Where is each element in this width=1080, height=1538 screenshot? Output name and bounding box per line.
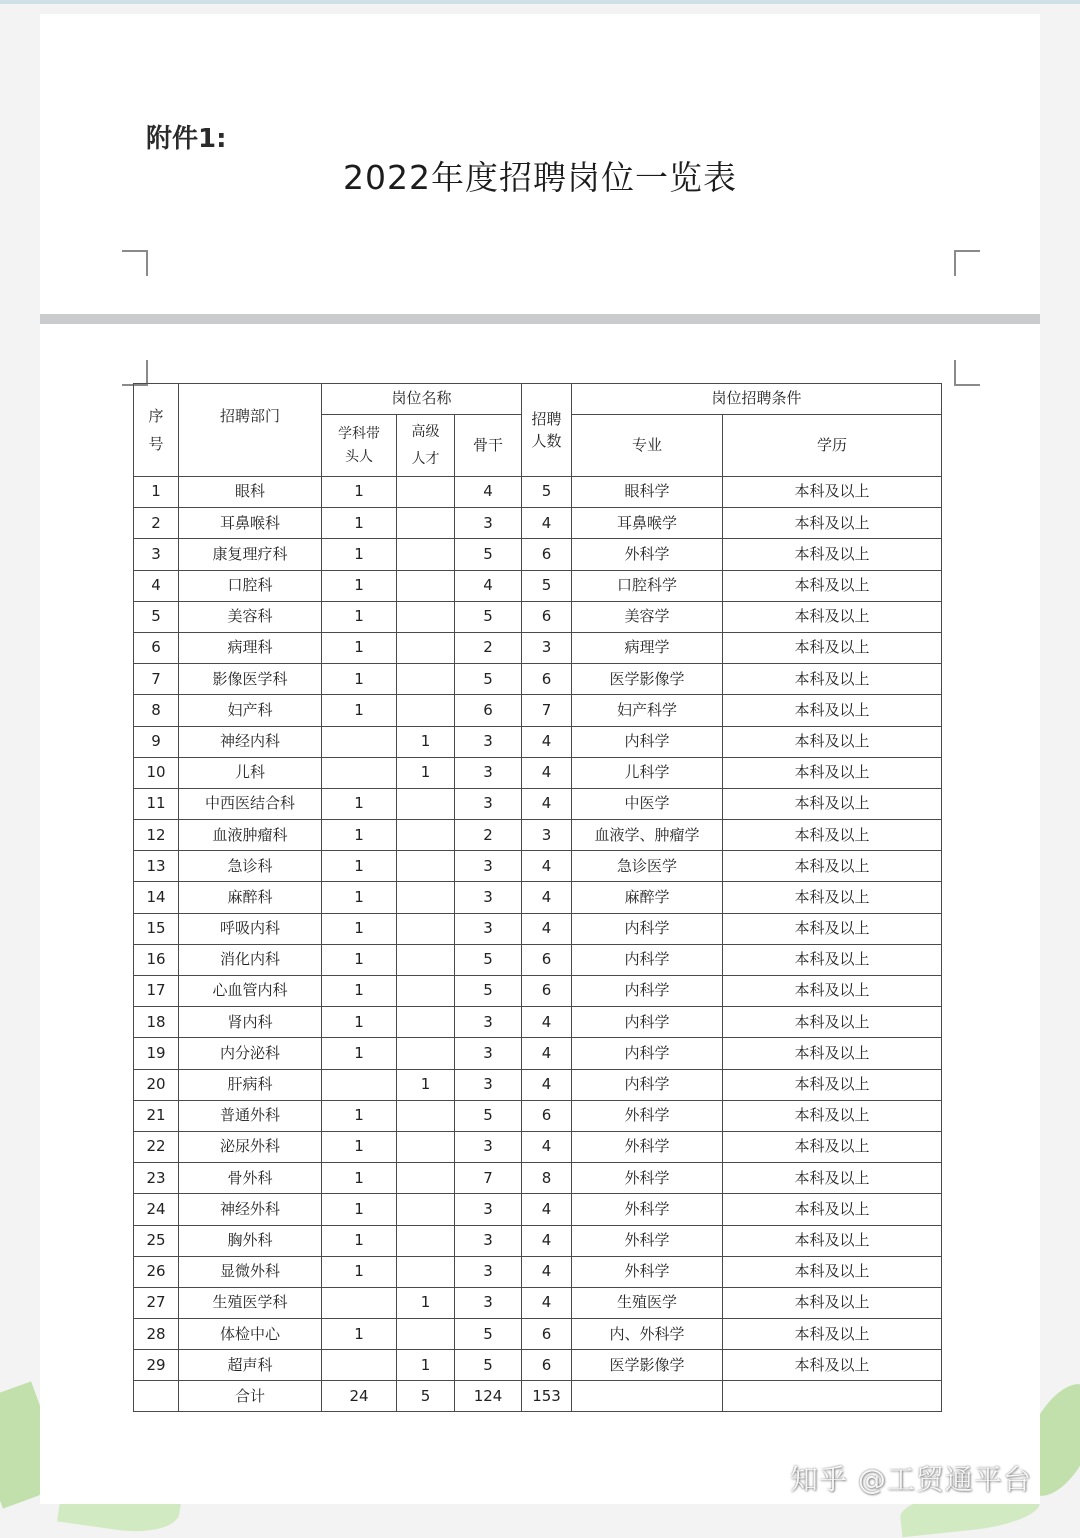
cell-leader: 1 — [322, 851, 397, 882]
cell-seq: 26 — [134, 1256, 179, 1287]
cell-leader: 1 — [322, 1225, 397, 1256]
table-row — [134, 757, 942, 788]
cell-seq: 8 — [134, 695, 179, 726]
cell-backbone: 7 — [455, 1163, 522, 1194]
cell-seq: 29 — [134, 1350, 179, 1381]
cell-count: 4 — [522, 1194, 572, 1225]
cell-department: 消化内科 — [179, 944, 322, 975]
cell-seq: 11 — [134, 788, 179, 819]
cell-education: 本科及以上 — [723, 1287, 942, 1318]
cell-major: 儿科学 — [572, 757, 723, 788]
cell-major: 外科学 — [572, 1256, 723, 1287]
table-row — [134, 726, 942, 757]
cell-senior — [397, 539, 455, 570]
header-seq-text: 序号 — [148, 406, 164, 453]
header-seq — [134, 384, 179, 477]
cell-backbone: 3 — [455, 882, 522, 913]
table-row — [134, 1319, 942, 1350]
cell-seq: 17 — [134, 976, 179, 1007]
cell-leader: 1 — [322, 539, 397, 570]
cell-department: 神经内科 — [179, 726, 322, 757]
recruitment-table — [133, 383, 942, 1412]
cell-department: 体检中心 — [179, 1319, 322, 1350]
cell-education: 本科及以上 — [723, 1319, 942, 1350]
cell-major: 生殖医学 — [572, 1287, 723, 1318]
table-row — [134, 1007, 942, 1038]
cell-leader: 1 — [322, 508, 397, 539]
cell-seq: 4 — [134, 570, 179, 601]
cell-department: 神经外科 — [179, 1194, 322, 1225]
cell-department: 呼吸内科 — [179, 913, 322, 944]
cell-major: 中医学 — [572, 788, 723, 819]
cell-seq: 14 — [134, 882, 179, 913]
cell-senior — [397, 1100, 455, 1131]
cell-senior — [397, 664, 455, 695]
cell-count: 6 — [522, 1350, 572, 1381]
table-row — [134, 1287, 942, 1318]
cell-senior — [397, 1194, 455, 1225]
page-title: 2022年度招聘岗位一览表 — [343, 158, 737, 197]
cell-count: 5 — [522, 570, 572, 601]
cell-education: 本科及以上 — [723, 1194, 942, 1225]
cell-backbone: 2 — [455, 632, 522, 663]
cell-seq: 18 — [134, 1007, 179, 1038]
cell-department: 妇产科 — [179, 695, 322, 726]
cell-major: 耳鼻喉学 — [572, 508, 723, 539]
cell-major: 医学影像学 — [572, 1350, 723, 1381]
cell-education: 本科及以上 — [723, 632, 942, 663]
cell-department: 生殖医学科 — [179, 1287, 322, 1318]
cell-education: 本科及以上 — [723, 539, 942, 570]
cell-education: 本科及以上 — [723, 757, 942, 788]
cell-backbone: 5 — [455, 944, 522, 975]
cell-department: 超声科 — [179, 1350, 322, 1381]
cell-major: 外科学 — [572, 1100, 723, 1131]
header-conditions: 岗位招聘条件 — [572, 384, 942, 415]
header-backbone: 骨干 — [455, 415, 522, 477]
cell-count: 8 — [522, 1163, 572, 1194]
cell-seq: 15 — [134, 913, 179, 944]
cell-seq: 6 — [134, 632, 179, 663]
header-education: 学历 — [723, 415, 942, 477]
cell-department: 肝病科 — [179, 1069, 322, 1100]
cell-department: 麻醉科 — [179, 882, 322, 913]
cell-department: 康复理疗科 — [179, 539, 322, 570]
cell-seq: 20 — [134, 1069, 179, 1100]
table-row — [134, 944, 942, 975]
cell-education: 本科及以上 — [723, 851, 942, 882]
total-major-blank — [572, 1381, 723, 1412]
cell-seq: 25 — [134, 1225, 179, 1256]
cell-education: 本科及以上 — [723, 976, 942, 1007]
cell-department: 耳鼻喉科 — [179, 508, 322, 539]
cell-department: 眼科 — [179, 477, 322, 508]
cell-major: 血液学、肿瘤学 — [572, 820, 723, 851]
cell-education: 本科及以上 — [723, 882, 942, 913]
cell-seq: 22 — [134, 1131, 179, 1162]
cell-senior — [397, 1256, 455, 1287]
cell-backbone: 3 — [455, 1256, 522, 1287]
table-row — [134, 820, 942, 851]
cell-education: 本科及以上 — [723, 944, 942, 975]
cell-department: 骨外科 — [179, 1163, 322, 1194]
cell-seq: 27 — [134, 1287, 179, 1318]
total-row — [134, 1381, 942, 1412]
cell-department: 显微外科 — [179, 1256, 322, 1287]
cell-senior — [397, 1225, 455, 1256]
cell-senior: 1 — [397, 1069, 455, 1100]
cell-major: 口腔科学 — [572, 570, 723, 601]
cell-count: 4 — [522, 882, 572, 913]
cell-seq: 12 — [134, 820, 179, 851]
cell-count: 6 — [522, 944, 572, 975]
cell-education: 本科及以上 — [723, 788, 942, 819]
cell-count: 4 — [522, 757, 572, 788]
cell-leader — [322, 1350, 397, 1381]
cell-backbone: 3 — [455, 726, 522, 757]
cell-count: 4 — [522, 851, 572, 882]
cell-education: 本科及以上 — [723, 601, 942, 632]
cell-backbone: 3 — [455, 1069, 522, 1100]
cell-seq: 1 — [134, 477, 179, 508]
cell-major: 外科学 — [572, 1194, 723, 1225]
total-blank — [134, 1381, 179, 1412]
cell-major: 眼科学 — [572, 477, 723, 508]
cell-education: 本科及以上 — [723, 1038, 942, 1069]
cell-senior — [397, 695, 455, 726]
margin-mark-bottom-right — [954, 360, 980, 386]
top-frame-line — [0, 0, 1080, 4]
cell-department: 普通外科 — [179, 1100, 322, 1131]
cell-major: 内科学 — [572, 913, 723, 944]
cell-leader: 1 — [322, 1194, 397, 1225]
cell-backbone: 5 — [455, 601, 522, 632]
cell-education: 本科及以上 — [723, 820, 942, 851]
cell-senior — [397, 1131, 455, 1162]
table-row — [134, 851, 942, 882]
cell-leader: 1 — [322, 1038, 397, 1069]
cell-senior — [397, 1319, 455, 1350]
margin-mark-top-left — [122, 250, 148, 276]
margin-mark-top-right — [954, 250, 980, 276]
cell-leader — [322, 1069, 397, 1100]
cell-senior — [397, 601, 455, 632]
cell-count: 4 — [522, 1287, 572, 1318]
cell-department: 血液肿瘤科 — [179, 820, 322, 851]
cell-leader: 1 — [322, 1131, 397, 1162]
table-row — [134, 1225, 942, 1256]
cell-major: 急诊医学 — [572, 851, 723, 882]
cell-education: 本科及以上 — [723, 1131, 942, 1162]
cell-seq: 28 — [134, 1319, 179, 1350]
cell-count: 6 — [522, 976, 572, 1007]
cell-leader — [322, 757, 397, 788]
cell-education: 本科及以上 — [723, 1007, 942, 1038]
cell-senior: 1 — [397, 1287, 455, 1318]
cell-count: 3 — [522, 632, 572, 663]
cell-count: 3 — [522, 820, 572, 851]
table-row — [134, 1194, 942, 1225]
cell-backbone: 5 — [455, 539, 522, 570]
attachment-label: 附件1: — [146, 124, 227, 154]
cell-leader: 1 — [322, 477, 397, 508]
table-row — [134, 1163, 942, 1194]
page-separator — [40, 314, 1040, 324]
cell-leader: 1 — [322, 788, 397, 819]
cell-major: 病理学 — [572, 632, 723, 663]
cell-seq: 10 — [134, 757, 179, 788]
cell-leader — [322, 726, 397, 757]
cell-education: 本科及以上 — [723, 1100, 942, 1131]
cell-backbone: 5 — [455, 976, 522, 1007]
cell-education: 本科及以上 — [723, 508, 942, 539]
header-discipline-leader-text: 学科带头人 — [338, 426, 380, 465]
cell-senior — [397, 570, 455, 601]
cell-major: 内、外科学 — [572, 1319, 723, 1350]
cell-count: 6 — [522, 601, 572, 632]
cell-major: 内科学 — [572, 944, 723, 975]
cell-leader: 1 — [322, 664, 397, 695]
cell-backbone: 3 — [455, 1038, 522, 1069]
table-row — [134, 913, 942, 944]
cell-department: 影像医学科 — [179, 664, 322, 695]
cell-senior — [397, 477, 455, 508]
cell-department: 儿科 — [179, 757, 322, 788]
header-count-text: 招聘人数 — [531, 409, 562, 450]
cell-leader: 1 — [322, 632, 397, 663]
cell-major: 外科学 — [572, 539, 723, 570]
cell-senior — [397, 1007, 455, 1038]
cell-senior — [397, 632, 455, 663]
table-row — [134, 1038, 942, 1069]
cell-count: 4 — [522, 508, 572, 539]
cell-department: 急诊科 — [179, 851, 322, 882]
cell-backbone: 4 — [455, 477, 522, 508]
total-count: 153 — [522, 1381, 572, 1412]
cell-count: 6 — [522, 539, 572, 570]
cell-education: 本科及以上 — [723, 913, 942, 944]
cell-count: 4 — [522, 788, 572, 819]
table-row — [134, 664, 942, 695]
table-row — [134, 508, 942, 539]
table-row — [134, 601, 942, 632]
cell-department: 肾内科 — [179, 1007, 322, 1038]
watermark: 知乎 @工贸通平台 — [790, 1463, 1032, 1496]
cell-seq: 24 — [134, 1194, 179, 1225]
cell-major: 外科学 — [572, 1131, 723, 1162]
header-discipline-leader — [322, 415, 397, 477]
cell-leader: 1 — [322, 1163, 397, 1194]
cell-count: 6 — [522, 1100, 572, 1131]
cell-major: 美容学 — [572, 601, 723, 632]
cell-education: 本科及以上 — [723, 477, 942, 508]
cell-seq: 19 — [134, 1038, 179, 1069]
cell-leader: 1 — [322, 944, 397, 975]
cell-leader: 1 — [322, 913, 397, 944]
cell-backbone: 5 — [455, 1350, 522, 1381]
cell-senior — [397, 508, 455, 539]
table-row — [134, 1069, 942, 1100]
cell-backbone: 5 — [455, 1319, 522, 1350]
cell-senior — [397, 788, 455, 819]
table-row — [134, 539, 942, 570]
cell-major: 内科学 — [572, 976, 723, 1007]
cell-backbone: 3 — [455, 1007, 522, 1038]
cell-backbone: 3 — [455, 913, 522, 944]
cell-backbone: 3 — [455, 788, 522, 819]
table-row — [134, 1100, 942, 1131]
cell-leader: 1 — [322, 976, 397, 1007]
table-row — [134, 1131, 942, 1162]
cell-education: 本科及以上 — [723, 1225, 942, 1256]
cell-senior: 1 — [397, 757, 455, 788]
cell-senior — [397, 1163, 455, 1194]
cell-count: 4 — [522, 1131, 572, 1162]
table-row — [134, 976, 942, 1007]
cell-count: 4 — [522, 1069, 572, 1100]
cell-education: 本科及以上 — [723, 570, 942, 601]
cell-education: 本科及以上 — [723, 1350, 942, 1381]
cell-senior — [397, 1038, 455, 1069]
cell-education: 本科及以上 — [723, 1256, 942, 1287]
cell-leader: 1 — [322, 820, 397, 851]
cell-backbone: 5 — [455, 1100, 522, 1131]
cell-seq: 3 — [134, 539, 179, 570]
cell-backbone: 2 — [455, 820, 522, 851]
cell-senior — [397, 913, 455, 944]
header-position-name: 岗位名称 — [322, 384, 522, 415]
cell-leader — [322, 1287, 397, 1318]
cell-backbone: 3 — [455, 508, 522, 539]
cell-senior — [397, 820, 455, 851]
cell-count: 7 — [522, 695, 572, 726]
table-row — [134, 570, 942, 601]
cell-major: 外科学 — [572, 1163, 723, 1194]
cell-leader: 1 — [322, 1256, 397, 1287]
cell-major: 内科学 — [572, 726, 723, 757]
cell-department: 美容科 — [179, 601, 322, 632]
cell-education: 本科及以上 — [723, 664, 942, 695]
cell-count: 4 — [522, 1038, 572, 1069]
cell-major: 麻醉学 — [572, 882, 723, 913]
cell-seq: 9 — [134, 726, 179, 757]
table-row — [134, 788, 942, 819]
cell-department: 胸外科 — [179, 1225, 322, 1256]
cell-seq: 2 — [134, 508, 179, 539]
cell-leader: 1 — [322, 1007, 397, 1038]
table-row — [134, 882, 942, 913]
header-senior-talent-text: 高级人才 — [411, 423, 440, 467]
cell-count: 4 — [522, 1256, 572, 1287]
cell-seq: 23 — [134, 1163, 179, 1194]
cell-senior — [397, 882, 455, 913]
cell-leader: 1 — [322, 695, 397, 726]
header-department: 招聘部门 — [179, 384, 322, 477]
cell-count: 6 — [522, 1319, 572, 1350]
cell-count: 4 — [522, 913, 572, 944]
table-row — [134, 477, 942, 508]
total-label: 合计 — [179, 1381, 322, 1412]
cell-leader: 1 — [322, 882, 397, 913]
table-row — [134, 632, 942, 663]
cell-count: 5 — [522, 477, 572, 508]
cell-department: 病理科 — [179, 632, 322, 663]
cell-seq: 13 — [134, 851, 179, 882]
header-count — [522, 384, 572, 477]
cell-backbone: 3 — [455, 1194, 522, 1225]
cell-backbone: 3 — [455, 1131, 522, 1162]
table-row — [134, 695, 942, 726]
cell-senior — [397, 976, 455, 1007]
cell-count: 4 — [522, 726, 572, 757]
cell-count: 4 — [522, 1225, 572, 1256]
table-row — [134, 1256, 942, 1287]
cell-education: 本科及以上 — [723, 726, 942, 757]
total-education-blank — [723, 1381, 942, 1412]
cell-leader: 1 — [322, 1319, 397, 1350]
cell-major: 内科学 — [572, 1007, 723, 1038]
cell-senior: 1 — [397, 726, 455, 757]
cell-backbone: 3 — [455, 757, 522, 788]
cell-department: 内分泌科 — [179, 1038, 322, 1069]
cell-backbone: 3 — [455, 1225, 522, 1256]
cell-leader: 1 — [322, 1100, 397, 1131]
cell-department: 口腔科 — [179, 570, 322, 601]
cell-backbone: 5 — [455, 664, 522, 695]
cell-senior: 1 — [397, 1350, 455, 1381]
cell-major: 内科学 — [572, 1038, 723, 1069]
table-row — [134, 1350, 942, 1381]
header-major: 专业 — [572, 415, 723, 477]
cell-backbone: 3 — [455, 1287, 522, 1318]
cell-seq: 5 — [134, 601, 179, 632]
cell-senior — [397, 851, 455, 882]
cell-major: 外科学 — [572, 1225, 723, 1256]
cell-major: 内科学 — [572, 1069, 723, 1100]
cell-education: 本科及以上 — [723, 1163, 942, 1194]
cell-education: 本科及以上 — [723, 695, 942, 726]
cell-department: 中西医结合科 — [179, 788, 322, 819]
total-leader: 24 — [322, 1381, 397, 1412]
cell-count: 6 — [522, 664, 572, 695]
cell-leader: 1 — [322, 601, 397, 632]
cell-major: 妇产科学 — [572, 695, 723, 726]
cell-backbone: 4 — [455, 570, 522, 601]
cell-senior — [397, 944, 455, 975]
cell-seq: 21 — [134, 1100, 179, 1131]
cell-seq: 16 — [134, 944, 179, 975]
cell-backbone: 3 — [455, 851, 522, 882]
cell-department: 心血管内科 — [179, 976, 322, 1007]
total-senior: 5 — [397, 1381, 455, 1412]
cell-leader: 1 — [322, 570, 397, 601]
cell-seq: 7 — [134, 664, 179, 695]
cell-major: 医学影像学 — [572, 664, 723, 695]
total-backbone: 124 — [455, 1381, 522, 1412]
cell-education: 本科及以上 — [723, 1069, 942, 1100]
cell-department: 泌尿外科 — [179, 1131, 322, 1162]
header-senior-talent — [397, 415, 455, 477]
cell-backbone: 6 — [455, 695, 522, 726]
cell-count: 4 — [522, 1007, 572, 1038]
